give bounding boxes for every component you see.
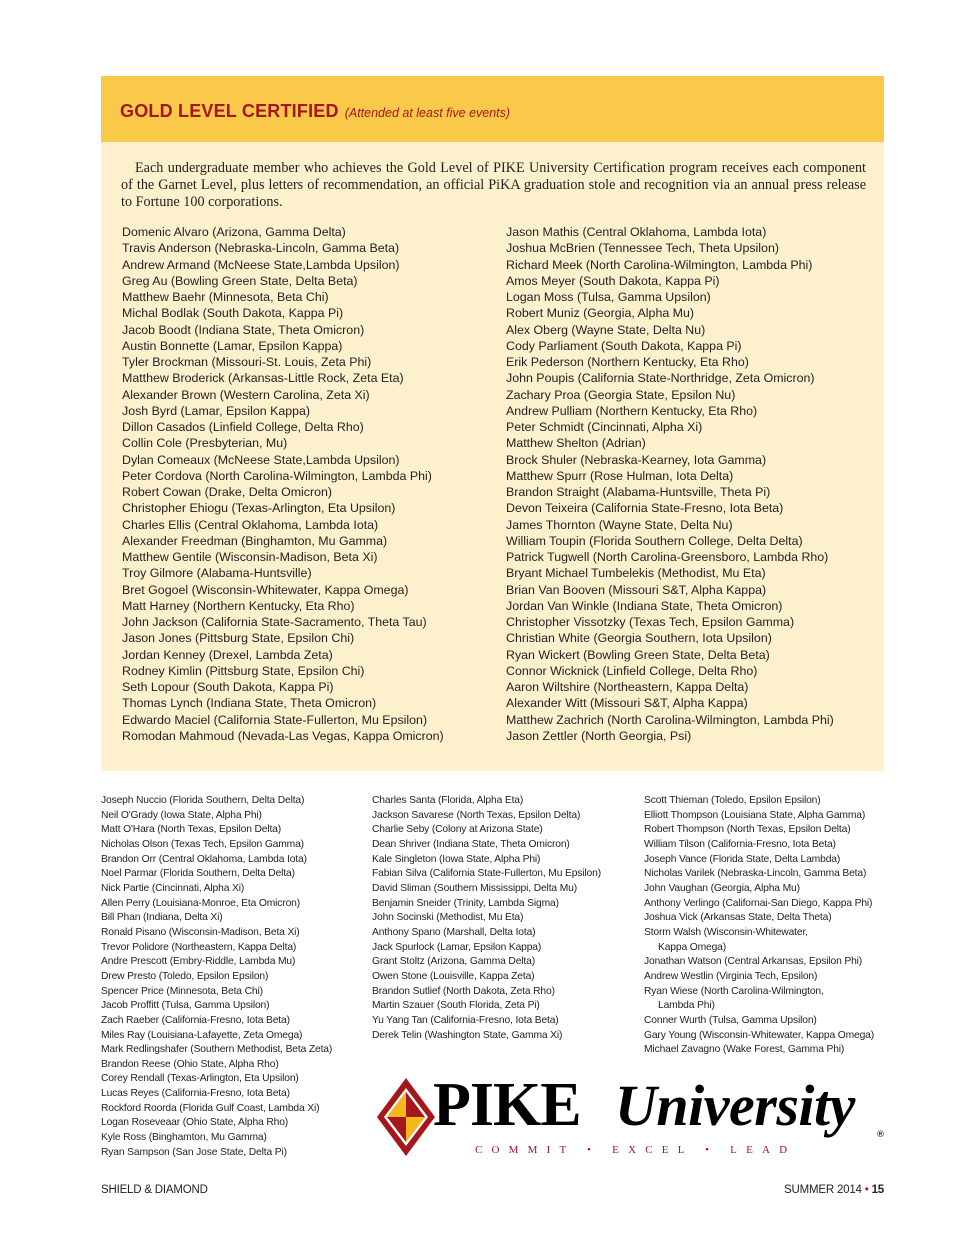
gold-member-name: Thomas Lynch (Indiana State, Theta Omicron) (122, 696, 377, 711)
member-name: Kale Singleton (Iowa State, Alpha Phi) (372, 853, 541, 865)
gold-member-name: Jordan Kenney (Drexel, Lambda Zeta) (122, 647, 333, 662)
names-column-3 (644, 794, 874, 1058)
member-name: Elliott Thompson (Louisiana State, Alpha Gamma) (644, 809, 866, 821)
member-name: Brandon Sutlief (North Dakota, Zeta Rho) (372, 985, 555, 997)
gold-member-name: Christopher Vissotzky (Texas Tech, Epsilon Gamma) (506, 615, 795, 629)
gold-member-name: Matt Harney (Northern Kentucky, Eta Rho) (122, 598, 355, 613)
gold-member-name: Austin Bonnette (Lamar, Epsilon Kappa) (122, 338, 343, 353)
member-name: Jacob Proffitt (Tulsa, Gamma Upsilon) (101, 1000, 270, 1012)
logo-word-university: University (615, 1073, 855, 1138)
member-name: Corey Rendall (Texas-Arlington, Eta Upsilon) (101, 1073, 299, 1085)
member-name: Derek Telin (Washington State, Gamma Xi) (372, 1029, 563, 1041)
gold-names-right-column (506, 224, 886, 744)
member-name: Joseph Vance (Florida State, Delta Lambda) (644, 853, 841, 865)
member-name: Trevor Polidore (Northeastern, Kappa Delta) (101, 941, 297, 953)
member-name: Conner Wurth (Tulsa, Gamma Upsilon) (644, 1014, 817, 1026)
member-name: John Vaughan (Georgia, Alpha Mu) (644, 882, 800, 894)
gold-member-name: Jacob Boodt (Indiana State, Theta Omicron) (122, 322, 365, 337)
member-name: Anthony Verlingo (Californai-San Diego, Kappa Phi) (644, 897, 873, 909)
gold-member-name: Matthew Zachrich (North Carolina-Wilmington, Lambda Phi) (506, 712, 834, 727)
gold-member-name: Domenic Alvaro (Arizona, Gamma Delta) (122, 225, 346, 239)
gold-member-name: Dillon Casados (Linfield College, Delta Rho) (122, 420, 364, 434)
gold-member-name: Matthew Baehr (Minnesota, Beta Chi) (122, 290, 329, 304)
registered-mark: ® (876, 1130, 885, 1140)
member-name: Robert Thompson (North Texas, Epsilon Delta) (644, 824, 851, 836)
member-name: Neil O'Grady (Iowa State, Alpha Phi) (101, 809, 262, 821)
gold-member-name: John Poupis (California State-Northridge, Zeta Omicron) (506, 371, 815, 386)
member-name: Nick Partie (Cincinnati, Alpha Xi) (101, 882, 245, 894)
gold-member-name: Romodan Mahmoud (Nevada-Las Vegas, Kappa Omicron) (122, 728, 444, 743)
member-name: Lambda Phi) (658, 1000, 715, 1012)
footer-publication: SHIELD & DIAMOND (101, 1184, 208, 1196)
gold-member-name: Troy Gilmore (Alabama-Huntsville) (122, 566, 312, 581)
pike-diamond-icon (375, 1076, 437, 1158)
member-name: Allen Perry (Louisiana-Monroe, Eta Omicron) (101, 897, 300, 909)
gold-member-name: John Jackson (California State-Sacramento, Theta Tau) (122, 615, 427, 629)
gold-member-name: Ryan Wickert (Bowling Green State, Delta Beta) (506, 647, 770, 662)
gold-member-name: Charles Ellis (Central Oklahoma, Lambda Iota) (122, 517, 379, 532)
gold-level-title (120, 101, 510, 122)
gold-member-name: Christopher Ehiogu (Texas-Arlington, Eta Upsilon) (122, 501, 396, 516)
gold-member-name: Dylan Comeaux (McNeese State,Lambda Upsilon) (122, 452, 400, 467)
gold-level-panel (101, 76, 884, 771)
gold-member-name: Jason Mathis (Central Oklahoma, Lambda Iota) (506, 225, 767, 239)
member-name: Jack Spurlock (Lamar, Epsilon Kappa) (372, 941, 542, 953)
member-name: Nicholas Varilek (Nebraska-Lincoln, Gamma Beta) (644, 868, 867, 880)
gold-level-intro: Each undergraduate member who achieves the Gold Level of PIKE University Certification program receives each component of the Garnet Level, plus letters of recommendation, an official PiKA graduation stole and recognition via an annual press release to Fortune 100 corporations. (121, 160, 866, 210)
member-name: Mark Redlingshafer (Southern Methodist, Beta Zeta) (101, 1044, 333, 1056)
gold-member-name: Collin Cole (Presbyterian, Mu) (122, 436, 288, 451)
member-name: Matt O'Hara (North Texas, Epsilon Delta) (101, 824, 282, 836)
member-name: Gary Young (Wisconsin-Whitewater, Kappa Omega) (644, 1029, 875, 1041)
gold-level-title-text: GOLD LEVEL CERTIFIED (120, 101, 339, 121)
member-name: Zach Raeber (California-Fresno, Iota Beta) (101, 1014, 290, 1026)
member-name: William Tilson (California-Fresno, Iota Beta) (644, 838, 836, 850)
member-name: Kyle Ross (Binghamton, Mu Gamma) (101, 1132, 267, 1144)
gold-member-name: Connor Wicknick (Linfield College, Delta Rho) (506, 663, 758, 678)
member-name: Noel Parmar (Florida Southern, Delta Delta) (101, 868, 295, 880)
member-name: Brandon Orr (Central Oklahoma, Lambda Iota) (101, 853, 307, 865)
gold-member-name: Logan Moss (Tulsa, Gamma Upsilon) (506, 290, 711, 304)
member-name: Spencer Price (Minnesota, Beta Chi) (101, 985, 263, 997)
member-name: Dean Shriver (Indiana State, Theta Omicron) (372, 838, 570, 850)
gold-member-name: Aaron Wiltshire (Northeastern, Kappa Delta) (506, 680, 749, 694)
gold-member-name: Seth Lopour (South Dakota, Kappa Pi) (122, 680, 334, 694)
gold-member-name: Brian Van Booven (Missouri S&T, Alpha Kappa) (506, 582, 767, 597)
gold-member-name: Alexander Witt (Missouri S&T, Alpha Kappa) (506, 696, 748, 711)
member-name: Grant Stoltz (Arizona, Gamma Delta) (372, 956, 535, 968)
gold-member-name: Richard Meek (North Carolina-Wilmington, Lambda Phi) (506, 257, 813, 272)
gold-names-left-column (122, 224, 502, 744)
gold-member-name: Jason Zettler (North Georgia, Psi) (506, 728, 692, 743)
gold-member-name: Matthew Broderick (Arkansas-Little Rock, Zeta Eta) (122, 371, 404, 386)
member-name: Michael Zavagno (Wake Forest, Gamma Phi) (644, 1044, 845, 1056)
member-name: Ronald Pisano (Wisconsin-Madison, Beta Xi) (101, 926, 300, 938)
gold-member-name: Christian White (Georgia Southern, Iota Upsilon) (506, 631, 772, 646)
member-name: Bill Phan (Indiana, Delta Xi) (101, 912, 223, 924)
gold-member-name: James Thornton (Wayne State, Delta Nu) (506, 517, 733, 532)
member-name: Anthony Spano (Marshall, Delta Iota) (372, 926, 536, 938)
gold-member-name: Erik Pederson (Northern Kentucky, Eta Rho) (506, 355, 749, 369)
member-name: Andrew Westlin (Virginia Tech, Epsilon) (644, 970, 818, 982)
gold-member-name: Brock Shuler (Nebraska-Kearney, Iota Gamma) (506, 452, 767, 467)
member-name: Owen Stone (Louisville, Kappa Zeta) (372, 970, 535, 982)
gold-member-name: Edwardo Maciel (California State-Fullerton, Mu Epsilon) (122, 712, 428, 727)
gold-member-name: Jordan Van Winkle (Indiana State, Theta Omicron) (506, 598, 783, 613)
member-name: Miles Ray (Louisiana-Lafayette, Zeta Omega) (101, 1029, 303, 1041)
member-name: Logan Roseveaar (Ohio State, Alpha Rho) (101, 1117, 289, 1129)
member-name: Nicholas Olson (Texas Tech, Epsilon Gamma) (101, 838, 304, 850)
member-name: Joseph Nuccio (Florida Southern, Delta Delta) (101, 795, 305, 806)
member-name: Joshua Vick (Arkansas State, Delta Theta) (644, 912, 832, 924)
gold-member-name: Rodney Kimlin (Pittsburg State, Epsilon Chi) (122, 663, 365, 678)
member-name: Andre Prescott (Embry-Riddle, Lambda Mu) (101, 956, 296, 968)
member-name: John Socinski (Methodist, Mu Eta) (372, 912, 524, 924)
gold-member-name: Alexander Brown (Western Carolina, Zeta Xi) (122, 387, 370, 402)
gold-member-name: Matthew Spurr (Rose Hulman, Iota Delta) (506, 468, 734, 483)
member-name: Ryan Wiese (North Carolina-Wilmington, (644, 985, 824, 997)
gold-member-name: Bryant Michael Tumbelekis (Methodist, Mu Eta) (506, 566, 766, 581)
footer-issue-page (784, 1184, 884, 1196)
member-name: Drew Presto (Toledo, Epsilon Epsilon) (101, 970, 269, 982)
footer-page-number: 15 (871, 1184, 884, 1196)
gold-member-name: Cody Parliament (South Dakota, Kappa Pi) (506, 338, 742, 353)
member-name: Rockford Roorda (Florida Gulf Coast, Lambda Xi) (101, 1102, 320, 1114)
member-name: Fabian Silva (California State-Fullerton, Mu Epsilon) (372, 868, 601, 880)
member-name: Charlie Seby (Colony at Arizona State) (372, 824, 543, 836)
logo-tagline: COMMIT • EXCEL • LEAD (475, 1144, 797, 1156)
gold-member-name: Tyler Brockman (Missouri-St. Louis, Zeta Phi) (122, 355, 372, 369)
member-name: Jackson Savarese (North Texas, Epsilon Delta) (372, 809, 581, 821)
gold-member-name: William Toupin (Florida Southern College, Delta Delta) (506, 533, 803, 548)
names-column-2 (372, 794, 601, 1043)
gold-member-name: Andrew Armand (McNeese State,Lambda Upsilon) (122, 257, 400, 272)
member-name: David Sliman (Southern Mississippi, Delta Mu) (372, 882, 577, 894)
names-column-1 (101, 794, 332, 1160)
member-name: Benjamin Sneider (Trinity, Lambda Sigma) (372, 897, 559, 909)
footer-issue: SUMMER 2014 (784, 1184, 862, 1196)
member-name: Charles Santa (Florida, Alpha Eta) (372, 795, 524, 806)
gold-member-name: Greg Au (Bowling Green State, Delta Beta) (122, 273, 358, 288)
gold-member-name: Alex Oberg (Wayne State, Delta Nu) (506, 322, 706, 337)
gold-member-name: Travis Anderson (Nebraska-Lincoln, Gamma Beta) (122, 241, 400, 256)
member-name: Jonathan Watson (Central Arkansas, Epsilon Phi) (644, 956, 863, 968)
gold-member-name: Devon Teixeira (California State-Fresno, Iota Beta) (506, 501, 784, 516)
gold-member-name: Jason Jones (Pittsburg State, Epsilon Chi) (122, 631, 355, 646)
gold-member-name: Josh Byrd (Lamar, Epsilon Kappa) (122, 403, 311, 418)
footer-separator: • (864, 1184, 869, 1196)
member-name: Lucas Reyes (California-Fresno, Iota Beta) (101, 1088, 290, 1100)
member-name: Yu Yang Tan (California-Fresno, Iota Beta) (372, 1014, 559, 1026)
gold-level-header (101, 76, 884, 142)
gold-member-name: Michal Bodlak (South Dakota, Kappa Pi) (122, 306, 344, 321)
gold-member-name: Zachary Proa (Georgia State, Epsilon Nu) (506, 387, 736, 402)
gold-member-name: Robert Cowan (Drake, Delta Omicron) (122, 485, 333, 499)
logo-word-pike: PIKE (433, 1071, 581, 1139)
gold-member-name: Amos Meyer (South Dakota, Kappa Pi) (506, 273, 720, 288)
member-name: Ryan Sampson (San Jose State, Delta Pi) (101, 1146, 287, 1158)
gold-member-name: Andrew Pulliam (Northern Kentucky, Eta Rho) (506, 403, 758, 418)
gold-member-name: Matthew Shelton (Adrian) (506, 436, 646, 451)
gold-member-name: Joshua McBrien (Tennessee Tech, Theta Upsilon) (506, 241, 779, 256)
member-name: Scott Thieman (Toledo, Epsilon Epsilon) (644, 795, 821, 806)
gold-member-name: Peter Schmidt (Cincinnati, Alpha Xi) (506, 420, 703, 434)
gold-member-name: Patrick Tugwell (North Carolina-Greensboro, Lambda Rho) (506, 550, 829, 564)
member-name: Storm Walsh (Wisconsin-Whitewater, (644, 926, 808, 938)
member-name: Kappa Omega) (658, 941, 727, 953)
member-name: Martin Szauer (South Florida, Zeta Pi) (372, 1000, 540, 1012)
pike-university-logo (375, 1071, 887, 1166)
gold-member-name: Matthew Gentile (Wisconsin-Madison, Beta Xi) (122, 550, 378, 564)
gold-member-name: Robert Muniz (Georgia, Alpha Mu) (506, 306, 695, 321)
gold-member-name: Brandon Straight (Alabama-Huntsville, Theta Pi) (506, 485, 771, 499)
member-name: Brandon Reese (Ohio State, Alpha Rho) (101, 1058, 279, 1070)
gold-level-subtitle: (Attended at least five events) (344, 106, 511, 120)
gold-member-name: Alexander Freedman (Binghamton, Mu Gamma) (122, 533, 388, 548)
gold-member-name: Peter Cordova (North Carolina-Wilmington, Lambda Phi) (122, 468, 432, 483)
gold-member-name: Bret Gogoel (Wisconsin-Whitewater, Kappa Omega) (122, 582, 409, 597)
